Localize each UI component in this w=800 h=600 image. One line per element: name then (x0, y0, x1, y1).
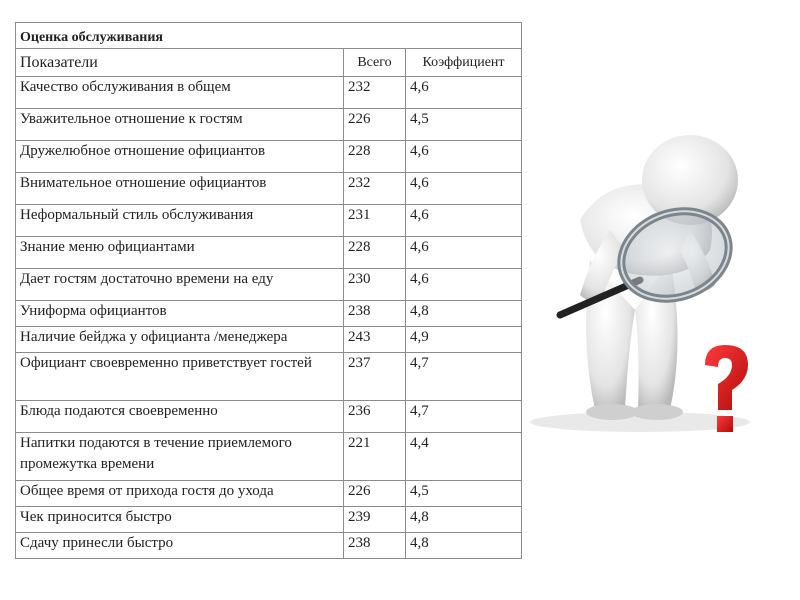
table-row (16, 401, 522, 433)
row-total: 231 (344, 205, 406, 237)
row-coefficient: 4,9 (406, 327, 522, 353)
table-header-row (16, 49, 522, 77)
magnifier-figure-question-icon (520, 110, 790, 440)
row-label: Униформа официантов (16, 301, 344, 327)
row-total: 239 (344, 507, 406, 533)
row-label: Дает гостям достаточно времени на еду (16, 269, 344, 301)
table-row (16, 269, 522, 301)
row-label: Неформальный стиль обслуживания (16, 205, 344, 237)
row-total: 226 (344, 109, 406, 141)
table-row (16, 433, 522, 481)
row-label: Напитки подаются в течение приемлемого промежутка времени (16, 433, 344, 481)
row-label: Наличие бейджа у официанта /менеджера (16, 327, 344, 353)
row-total: 226 (344, 481, 406, 507)
row-label: Официант своевременно приветствует гостей (16, 353, 344, 401)
row-coefficient: 4,5 (406, 481, 522, 507)
table-row (16, 173, 522, 205)
row-label: Уважительное отношение к гостям (16, 109, 344, 141)
row-total: 221 (344, 433, 406, 481)
row-total: 232 (344, 173, 406, 205)
row-coefficient: 4,8 (406, 507, 522, 533)
row-total: 228 (344, 237, 406, 269)
row-total: 238 (344, 533, 406, 559)
table-row (16, 205, 522, 237)
row-total: 236 (344, 401, 406, 433)
row-coefficient: 4,7 (406, 401, 522, 433)
table-row (16, 327, 522, 353)
row-total: 237 (344, 353, 406, 401)
table-body (16, 77, 522, 559)
row-label: Чек приносится быстро (16, 507, 344, 533)
row-total: 228 (344, 141, 406, 173)
table-title: Оценка обслуживания (16, 23, 522, 49)
row-total: 238 (344, 301, 406, 327)
service-rating-table (15, 22, 522, 559)
table-row (16, 353, 522, 401)
row-coefficient: 4,6 (406, 237, 522, 269)
table-row (16, 507, 522, 533)
row-label: Знание меню официантами (16, 237, 344, 269)
row-total: 230 (344, 269, 406, 301)
row-label: Внимательное отношение официантов (16, 173, 344, 205)
row-coefficient: 4,8 (406, 533, 522, 559)
row-coefficient: 4,6 (406, 77, 522, 109)
table-row (16, 237, 522, 269)
row-coefficient: 4,7 (406, 353, 522, 401)
row-coefficient: 4,6 (406, 173, 522, 205)
row-label: Блюда подаются своевременно (16, 401, 344, 433)
row-coefficient: 4,5 (406, 109, 522, 141)
header-indicator: Показатели (16, 49, 344, 77)
row-coefficient: 4,6 (406, 141, 522, 173)
row-coefficient: 4,8 (406, 301, 522, 327)
header-coefficient: Коэффициент (406, 49, 522, 77)
table-title-row (16, 23, 522, 49)
row-label: Дружелюбное отношение официантов (16, 141, 344, 173)
table-row (16, 301, 522, 327)
row-label: Качество обслуживания в общем (16, 77, 344, 109)
row-total: 243 (344, 327, 406, 353)
table-row (16, 533, 522, 559)
table-row (16, 109, 522, 141)
table-row (16, 481, 522, 507)
row-label: Общее время от прихода гостя до ухода (16, 481, 344, 507)
header-total: Всего (344, 49, 406, 77)
row-total: 232 (344, 77, 406, 109)
row-coefficient: 4,6 (406, 269, 522, 301)
row-coefficient: 4,6 (406, 205, 522, 237)
table-row (16, 141, 522, 173)
table-row (16, 77, 522, 109)
row-label: Сдачу принесли быстро (16, 533, 344, 559)
row-coefficient: 4,4 (406, 433, 522, 481)
